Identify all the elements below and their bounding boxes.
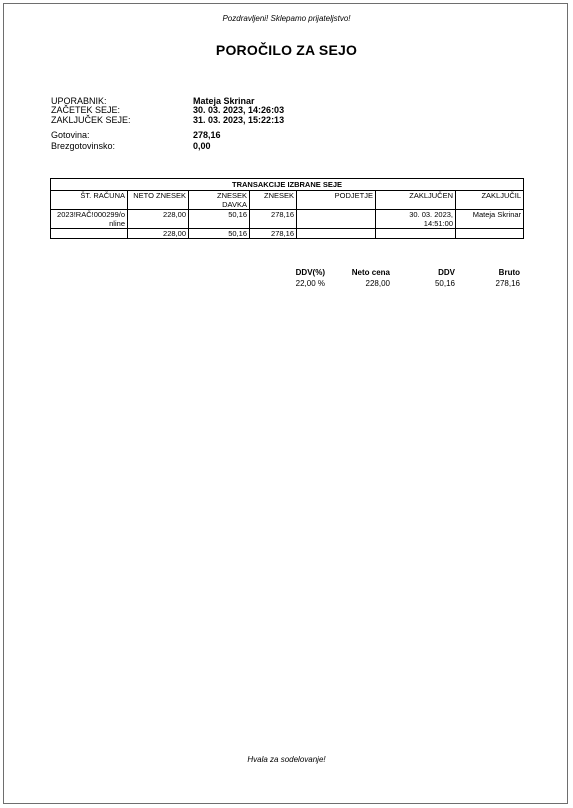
- cash-value: 278,16: [193, 130, 221, 140]
- summary-value-gross: 278,16: [495, 279, 520, 288]
- total-closed: [376, 229, 456, 239]
- total-tax-amount: 50,16: [189, 229, 250, 239]
- total-invoice-number: [51, 229, 128, 239]
- summary-value-vat-rate: 22,00 %: [295, 279, 325, 288]
- start-label: ZAČETEK SEJE:: [51, 105, 121, 115]
- cash-label: Gotovina:: [51, 130, 90, 140]
- total-company: [297, 229, 376, 239]
- transactions-table: [50, 178, 524, 239]
- page-title: POROČILO ZA SEJO: [215, 42, 358, 58]
- summary-header-net-price: Neto cena: [351, 268, 390, 277]
- col-header-closed-by: ZAKLJUČIL: [456, 191, 524, 210]
- table-header-row: [51, 191, 524, 210]
- col-header-closed: ZAKLJUČEN: [376, 191, 456, 210]
- footer-note: Hvala za sodelovanje!: [247, 755, 326, 764]
- cell-company: [297, 210, 376, 229]
- end-label: ZAKLJUČEK SEJE:: [51, 115, 131, 125]
- summary-header-vat-rate: DDV(%): [295, 268, 325, 277]
- total-net-amount: 228,00: [128, 229, 189, 239]
- user-value: Mateja Skrinar: [193, 96, 255, 106]
- cashless-value: 0,00: [193, 141, 211, 151]
- cell-closed-by: Mateja Skrinar: [456, 210, 524, 229]
- cell-tax-amount: 50,16: [189, 210, 250, 229]
- summary-value-net-price: 228,00: [365, 279, 390, 288]
- end-value: 31. 03. 2023, 15:22:13: [193, 115, 285, 125]
- col-header-company: PODJETJE: [297, 191, 376, 210]
- cashless-label: Brezgotovinsko:: [51, 141, 116, 151]
- cell-net-amount: 228,00: [128, 210, 189, 229]
- cell-amount: 278,16: [250, 210, 297, 229]
- table-totals-row: [51, 229, 524, 239]
- header-note: Pozdravljeni! Sklepamo prijateljstvo!: [222, 14, 351, 23]
- table-caption: TRANSAKCIJE IZBRANE SEJE: [51, 179, 524, 191]
- table-row: [51, 210, 524, 229]
- table-caption-row: [51, 179, 524, 191]
- cell-closed: 30. 03. 2023, 14:51:00: [376, 210, 456, 229]
- col-header-tax-amount: ZNESEK DAVKA: [189, 191, 250, 210]
- summary-header-gross: Bruto: [498, 268, 520, 277]
- col-header-invoice-number: ŠT. RAČUNA: [51, 191, 128, 210]
- col-header-net-amount: NETO ZNESEK: [128, 191, 189, 210]
- total-amount: 278,16: [250, 229, 297, 239]
- user-label: UPORABNIK:: [51, 96, 107, 106]
- start-value: 30. 03. 2023, 14:26:03: [193, 105, 285, 115]
- total-closed-by: [456, 229, 524, 239]
- cell-invoice-number: 2023!RAČ!000299/online: [51, 210, 128, 229]
- summary-value-vat: 50,16: [434, 279, 455, 288]
- col-header-amount: ZNESEK: [250, 191, 297, 210]
- summary-header-vat: DDV: [438, 268, 455, 277]
